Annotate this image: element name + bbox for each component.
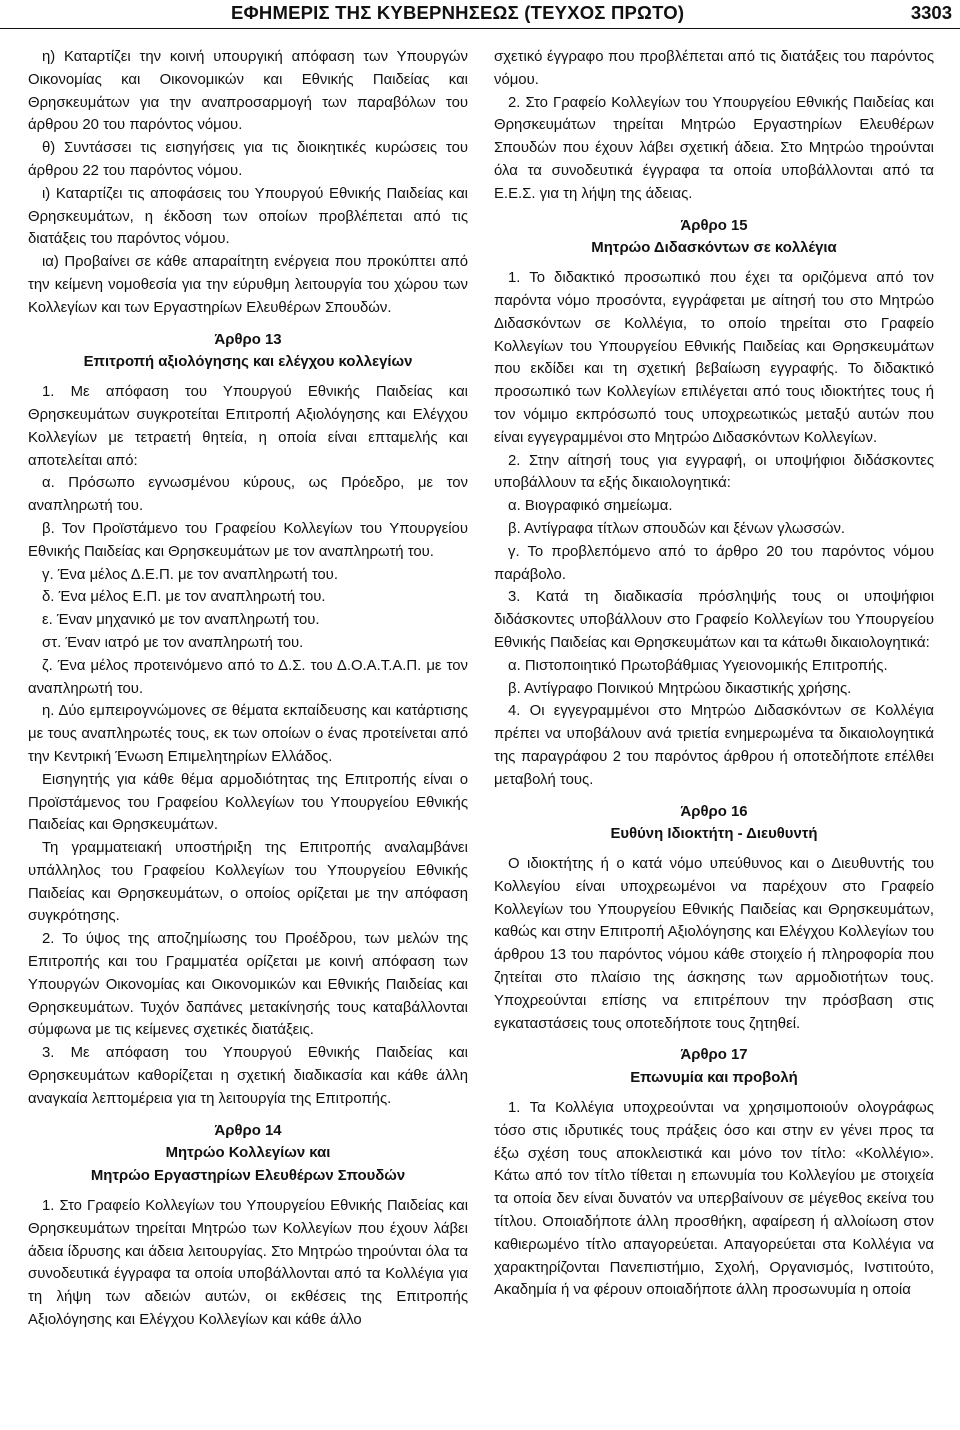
article-13-heading: [28, 329, 468, 375]
article-title: Μητρώο Κολλεγίων και: [165, 1145, 331, 1162]
paragraph: ια) Προβαίνει σε κάθε απαραίτητη ενέργεια που προκύπτει από την κείμενη νομοθεσία για την εύρυθμη λειτουργία του χώρου των Κολλεγίων και των Εργαστηρίων Ελευθέρων Σπουδών.: [28, 254, 468, 316]
paragraph: Ο ιδιοκτήτης ή ο κατά νόμο υπεύθυνος και ο Διευθυντής του Κολλεγίου είναι υποχρεωμένοι να παρέχουν στο Γραφείο Κολλεγίων του Υπουργείου Εθνικής Παιδείας και Θρησκευμάτων, καθώς και στην Επιτροπή Αξιολόγησης και Ελέγχου Κολλεγίων του άρθρου 13 του παρόντος νόμου κάθε στοιχείο ή πληροφορία που ζητείται στο πλαίσιο της άσκησης των αρμοδιοτήτων τους. Υποχρεούνται επίσης να επιτρέπουν την πρόσβαση στις εγκαταστάσεις τους οποτεδήποτε τους ζητηθεί.: [494, 856, 934, 1032]
paragraph: δ. Ένα μέλος Ε.Π. με τον αναπληρωτή του.: [42, 589, 326, 606]
paragraph: ζ. Ένα μέλος προτεινόμενο από το Δ.Σ. του Δ.Ο.Α.Τ.Α.Π. με τον αναπληρωτή του.: [28, 657, 468, 697]
paragraph: 1. Τα Κολλέγια υποχρεούνται να χρησιμοποιούν ολογράφως τόσο στις ιδρυτικές τους πράξεις όσο και στην εν γένει προς τα έξω σχέση τους αποκλειστικά και μόνο τον τίτλο: «Κολλέγιο». Κάτω από τον τίτλο τίθεται η επωνυμία του Κολλεγίου με στοιχεία τα οποία δεν είναι δυνατόν να υπερβαίνουν σε μέγεθος εκείνα του τίτλου. Οποιαδήποτε άλλη προσθήκη, αφαίρεση ή αλλοίωση στον καθιερωμένο τίτλο απαγορεύεται. Απαγορεύεται στα Κολλέγια να χαρακτηρίζονται Πανεπιστήμιο, Σχολή, Οργανισμός, Ινστιτούτο, Ακαδημία ή να φέρουν οποιαδήποτε άλλη προσωνυμία η οποία: [494, 1100, 934, 1299]
paragraph: Τη γραμματειακή υποστήριξη της Επιτροπής αναλαμβάνει υπάλληλος του Γραφείου Κολλεγίων του Υπουργείου Εθνικής Παιδείας και Θρησκευμάτων, ο οποίος ορίζεται με την απόφαση συγκρότησης.: [28, 840, 468, 925]
gazette-title: ΕΦΗΜΕΡΙΣ ΤΗΣ ΚΥΒΕΡΝΗΣΕΩΣ (ΤΕΥΧΟΣ ΠΡΩΤΟ): [231, 2, 685, 23]
article-title: Μητρώο Εργαστηρίων Ελευθέρων Σπουδών: [90, 1168, 406, 1185]
paragraph: σχετικό έγγραφο που προβλέπεται από τις διατάξεις του παρόντος νόμου.: [494, 49, 934, 88]
article-17-heading: [494, 1044, 934, 1090]
left-column: [28, 46, 468, 1332]
paragraph: γ. Ένα μέλος Δ.Ε.Π. με τον αναπληρωτή του.: [42, 566, 338, 583]
article-15-heading: [494, 215, 934, 261]
paragraph: 2. Στην αίτησή τους για εγγραφή, οι υποψήφιοι διδάσκοντες υποβάλλουν τα εξής δικαιολογητικά:: [494, 452, 934, 492]
article-number: Άρθρο 17: [680, 1047, 748, 1064]
paragraph: β. Αντίγραφα τίτλων σπουδών και ξένων γλωσσών.: [508, 520, 846, 537]
paragraph: 2. Στο Γραφείο Κολλεγίων του Υπουργείου Εθνικής Παιδείας και Θρησκευμάτων τηρείται Μητρώο Εργαστηρίων Ελευθέρων Σπουδών που έχουν λάβει σχετική άδεια. Στο Μητρώο τηρούνται όλα τα συνοδευτικά έγγραφα τα οποία υποβάλλονται από τα Ε.Ε.Σ. για τη λήψη της άδειας.: [494, 94, 934, 202]
paragraph: ε. Έναν μηχανικό με τον αναπληρωτή του.: [42, 612, 320, 629]
paragraph: α. Πρόσωπο εγνωσμένου κύρους, ως Πρόεδρο, με τον αναπληρωτή του.: [28, 475, 468, 515]
article-number: Άρθρο 16: [680, 803, 748, 820]
page-header: [0, 0, 960, 29]
paragraph: η) Καταρτίζει την κοινή υπουργική απόφαση των Υπουργών Οικονομίας και Οικονομικών και Εθνικής Παιδείας και Θρησκευμάτων για την αναπροσαρμογή των παραβόλων του άρθρου 20 του παρόντος νόμου.: [28, 49, 468, 134]
paragraph: 1. Το διδακτικό προσωπικό που έχει τα οριζόμενα από τον παρόντα νόμο προσόντα, εγγράφεται με αίτησή του στο Μητρώο Διδασκόντων σε Κολλέγια, το οποίο τηρείται στο Γραφείο Κολλεγίων του Υπουργείου Εθνικής Παιδείας και Θρησκευμάτων που εκδίδει και τη σχετική βεβαίωση εγγραφής. Το διδακτικό προσωπικό των Κολλεγίων επιλέγεται από τους ιδιοκτήτες τους ή τον νόμιμο εκπρόσωπό τους υποχρεωτικώς μεταξύ αυτών που είναι εγγεγραμμένοι στο Μητρώο Διδασκόντων Κολλεγίων.: [494, 270, 934, 446]
paragraph: Εισηγητής για κάθε θέμα αρμοδιότητας της Επιτροπής είναι ο Προϊστάμενος του Γραφείου Κολλεγίων του Υπουργείου Εθνικής Παιδείας και Θρησκευμάτων.: [28, 771, 468, 834]
paragraph: 2. Το ύψος της αποζημίωσης του Προέδρου, των μελών της Επιτροπής και του Γραμματέα ορίζεται με κοινή απόφαση των Υπουργών Οικονομίας και Οικονομικών και Εθνικής Παιδείας και Θρησκευμάτων. Τυχόν δαπάνες μετακίνησής τους καταβάλλονται σύμφωνα με τις κείμενες σχετικές διατάξεις.: [28, 931, 468, 1039]
article-title: Ευθύνη Ιδιοκτήτη - Διευθυντή: [610, 826, 818, 843]
paragraph: ι) Καταρτίζει τις αποφάσεις του Υπουργού Εθνικής Παιδείας και Θρησκευμάτων, η έκδοση των οποίων προβλέπεται από τις διατάξεις του παρόντος νόμου.: [28, 185, 468, 248]
article-14-heading: [28, 1120, 468, 1188]
paragraph: β. Τον Προϊστάμενο του Γραφείου Κολλεγίων του Υπουργείου Εθνικής Παιδείας και Θρησκευμάτων με τον αναπληρωτή του.: [28, 520, 468, 560]
paragraph: στ. Έναν ιατρό με τον αναπληρωτή του.: [42, 634, 304, 651]
paragraph: 3. Με απόφαση του Υπουργού Εθνικής Παιδείας και Θρησκευμάτων καθορίζεται η σχετική διαδικασία και κάθε άλλη αναγκαία λεπτομέρεια για τη λειτουργία της Επιτροπής.: [28, 1045, 468, 1107]
paragraph: α. Βιογραφικό σημείωμα.: [508, 498, 673, 515]
paragraph: γ. Το προβλεπόμενο από το άρθρο 20 του παρόντος νόμου παράβολο.: [494, 543, 934, 583]
paragraph: α. Πιστοποιητικό Πρωτοβάθμιας Υγειονομικής Επιτροπής.: [508, 657, 888, 674]
article-number: Άρθρο 13: [214, 331, 282, 348]
article-number: Άρθρο 14: [214, 1122, 282, 1139]
paragraph: 4. Οι εγγεγραμμένοι στο Μητρώο Διδασκόντων σε Κολλέγια πρέπει να υποβάλουν ανά τριετία ενημερωμένα τα δικαιολογητικά της παραγράφου 2 του παρόντος άρθρου ή οποτεδήποτε επέλθει μεταβολή τους.: [494, 703, 934, 788]
paragraph: 3. Κατά τη διαδικασία πρόσληψής τους οι υποψήφιοι διδάσκοντες υποβάλλουν στο Γραφείο Κολλεγίων του Υπουργείου Εθνικής Παιδείας και Θρησκευμάτων και τα κάτωθι δικαιολογητικά:: [494, 589, 934, 651]
right-column: [494, 46, 934, 1302]
article-title: Μητρώο Διδασκόντων σε κολλέγια: [591, 240, 837, 257]
page-number: 3303: [910, 2, 952, 23]
paragraph: θ) Συντάσσει τις εισηγήσεις για τις διοικητικές κυρώσεις του άρθρου 22 του παρόντος νόμου.: [28, 140, 468, 179]
paragraph: 1. Στο Γραφείο Κολλεγίων του Υπουργείου Εθνικής Παιδείας και Θρησκευμάτων τηρείται Μητρώο των Κολλεγίων που έχουν λάβει άδεια ίδρυσης και άδεια λειτουργίας. Στο Μητρώο τηρούνται όλα τα συνοδευτικά έγγραφα τα οποία υποβάλλονται από τα Κολλέγια για τη λήψη των αδειών αυτών, οι εκθέσεις της Επιτροπής Αξιολόγησης και Ελέγχου Κολλεγίων και κάθε άλλο: [28, 1198, 468, 1329]
paragraph: β. Αντίγραφο Ποινικού Μητρώου δικαστικής χρήσης.: [508, 680, 852, 697]
article-title: Επιτροπή αξιολόγησης και ελέγχου κολλεγίων: [83, 354, 413, 371]
article-title: Επωνυμία και προβολή: [630, 1070, 798, 1087]
paragraph: 1. Με απόφαση του Υπουργού Εθνικής Παιδείας και Θρησκευμάτων συγκροτείται Επιτροπή Αξιολόγησης και Ελέγχου Κολλεγίων με τετραετή θητεία, η οποία είναι επταμελής και αποτελείται από:: [28, 384, 468, 469]
paragraph: η. Δύο εμπειρογνώμονες σε θέματα εκπαίδευσης και κατάρτισης με τους αναπληρωτές τους, εκ των οποίων ο ένας προτείνεται από την Κεντρική Ένωση Επιμελητηρίων Ελλάδος.: [28, 703, 468, 765]
article-16-heading: [494, 801, 934, 847]
article-number: Άρθρο 15: [680, 217, 748, 234]
